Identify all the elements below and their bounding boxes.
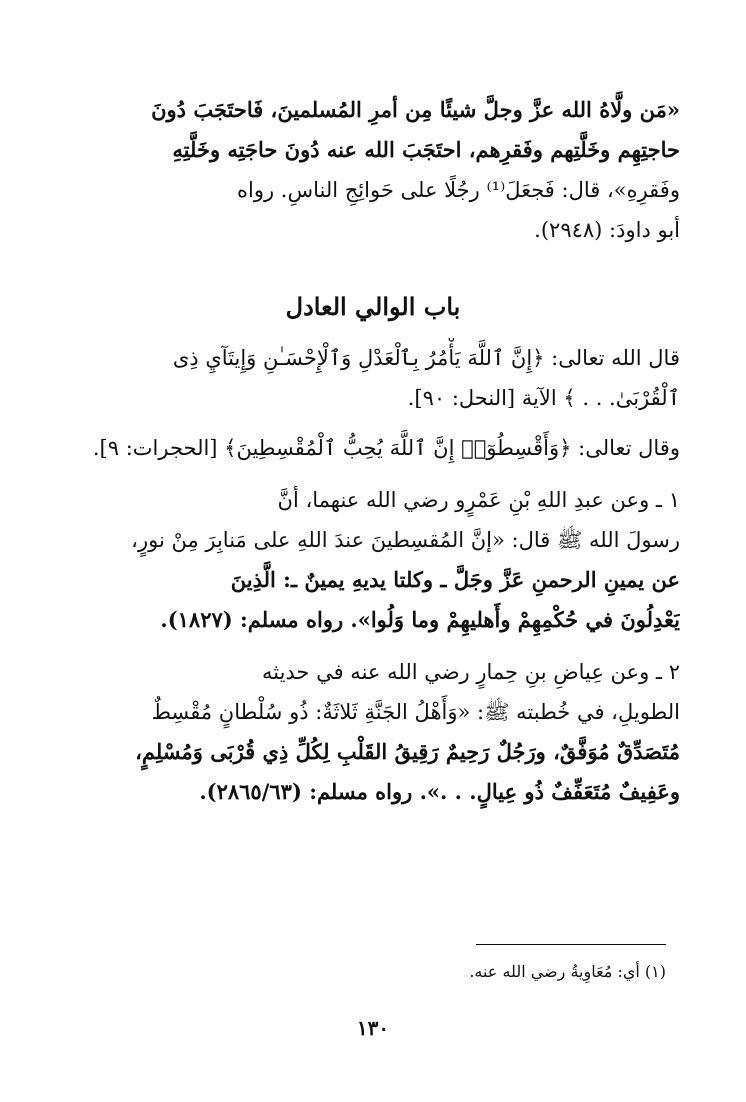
text-line: يَعْدِلُونَ في حُكْمِهِمْ وأَهليهِمْ وما وَلُوا». رواه مسلم: (١٨٢٧). (160, 607, 680, 632)
footnote: (١) أي: مُعَاوِيةُ رضي الله عنه. (469, 962, 666, 981)
footnote-divider (476, 944, 666, 945)
section-heading: باب الوالي العادل (285, 292, 461, 321)
text-line: الطويلِ، في خُطبته ﷺ: «وَأَهْلُ الجَنَّةِ ثَلاثَةٌ: ذُو سُلْطانٍ مُقْسِطٌ (151, 700, 680, 724)
text-line: وفَقرِهِ»، قال: فَجعَلَ⁽¹⁾ رجُلًا على حَوائِجِ الناسِ. رواه (237, 178, 680, 202)
text-line: أبو داودَ: (٢٩٤٨). (534, 218, 680, 242)
top-paragraph (66, 90, 680, 250)
text-line: ٢ ـ وعن عِياضِ بنِ حِمارٍ رضي الله عنه في حديثه (261, 660, 680, 684)
page-body (66, 90, 680, 812)
text-line: «مَن ولَّاهُ الله عزَّ وجلَّ شيئًا مِن أمرِ المُسلمينَ، فَاحتَجَبَ دُونَ (151, 97, 680, 122)
text-line: حاجتِهِم وخَلَّتِهم وفَقرِهم، احتَجَبَ الله عنه دُونَ حاجَتِه وخَلَّتِهِ (172, 137, 680, 162)
text-line: عن يمينِ الرحمنِ عَزَّ وجَلَّ ـ وكلتا يديهِ يمينٌ ـ: الَّذِينَ (230, 567, 680, 592)
text-line: ٱلْقُرْبَىٰ. . . ﴾ الآية [النحل: ٩٠]. (407, 386, 680, 410)
verse-1 (66, 338, 680, 418)
text-line: وعَفِيفٌ مُتَعَفِّفٌ ذُو عِيالٍ. . .». رواه مسلم: (٢٨٦٥/٦٣). (199, 779, 680, 804)
hadith-1 (66, 480, 680, 640)
text-line: وقال تعالى: ﴿وَأَقْسِطُوٓا۟ إِنَّ ٱللَّهَ يُحِبُّ ٱلْمُقْسِطِينَ﴾ [الحجرات: ٩]. (92, 436, 680, 460)
text-line: رسولَ الله ﷺ قال: «إنَّ المُقسِطينَ عندَ اللهِ على مَنابِرَ مِنْ نورٍ، (131, 528, 680, 552)
verse-2 (66, 428, 680, 468)
text-line: مُتَصَدِّقٌ مُوَفَّقٌ، ورَجُلٌ رَحِيمٌ رَقِيقُ القَلْبِ لِكُلِّ ذِي قُرْبَى وَمُسْلِمٍ، (135, 739, 680, 764)
text-line: قال الله تعالى: ﴿إِنَّ ٱللَّهَ يَأْمُرُ بِٱلْعَدْلِ وَٱلْإِحْسَـٰنِ وَإِيتَآيِ ذِى (172, 346, 680, 370)
hadith-2 (66, 652, 680, 812)
page-number: ١٣٠ (356, 1016, 390, 1040)
text-line: ١ ـ وعن عبدِ اللهِ بْنِ عَمْرٍو رضي الله عنهما، أنَّ (277, 488, 680, 512)
